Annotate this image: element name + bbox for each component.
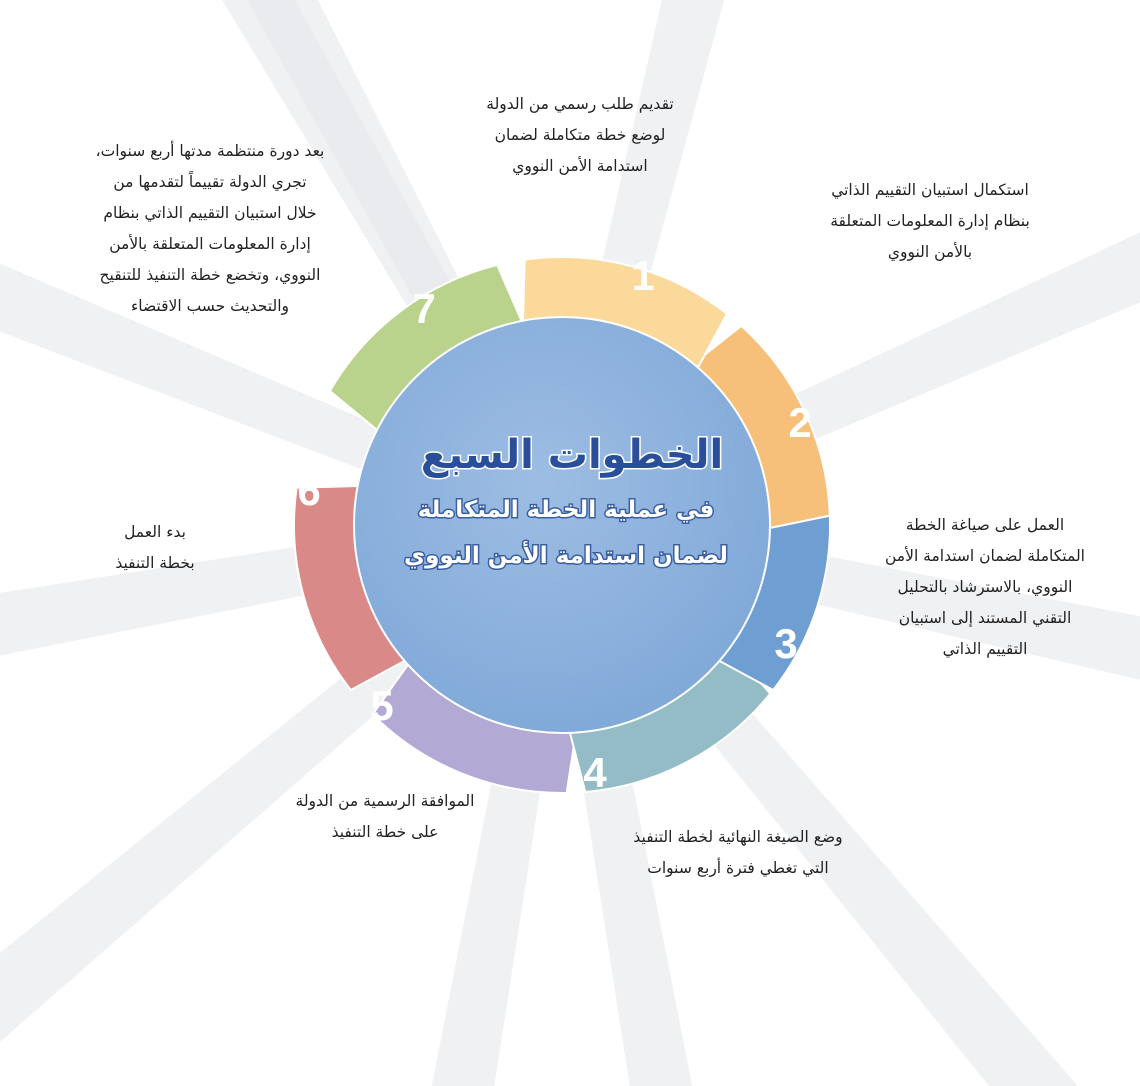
hub-subtitle-line-1: في عملية الخطة المتكاملة: [417, 497, 715, 523]
hub-subtitle-line-2: لضمان استدامة الأمن النووي: [404, 543, 728, 569]
step-5-description: الموافقة الرسمية من الدولة على خطة التنفيذ: [295, 792, 475, 841]
step-7-description: بعد دورة منتظمة مدتها أربع سنوات، تجري الدولة تقييماً لتقدمها من خلال استبيان التقييم الذاتي بنظام إدارة المعلومات المتعلقة بالأمن النووي، وتخضع خطة التنفيذ للتنقيح والتحديث حسب الاقتضاء: [95, 142, 325, 315]
step-3-description: العمل على صياغة الخطة المتكاملة لضمان استدامة الأمن النووي، بالاسترشاد بالتحليل التقني المستند إلى استبيان التقييم الذاتي: [885, 516, 1085, 658]
step-2-description: استكمال استبيان التقييم الذاتي بنظام إدارة المعلومات المتعلقة بالأمن النووي: [830, 181, 1030, 261]
step-1-number: 1: [631, 252, 655, 299]
hub-circle: [354, 317, 770, 733]
step-6-number: 6: [297, 467, 321, 514]
step-4-description: وضع الصيغة النهائية لخطة التنفيذ التي تغطي فترة أربع سنوات: [633, 828, 843, 877]
step-1-description: تقديم طلب رسمي من الدولة لوضع خطة متكاملة لضمان استدامة الأمن النووي: [486, 95, 674, 175]
step-6-description: بدء العمل بخطة التنفيذ: [115, 523, 195, 572]
step-5-number: 5: [370, 682, 394, 729]
step-7-number: 7: [412, 285, 436, 332]
step-4-number: 4: [583, 749, 607, 796]
step-3-number: 3: [774, 620, 798, 667]
step-2-number: 2: [788, 399, 812, 446]
hub-title: الخطوات السبع: [420, 432, 724, 478]
background-ray: [0, 628, 432, 1079]
